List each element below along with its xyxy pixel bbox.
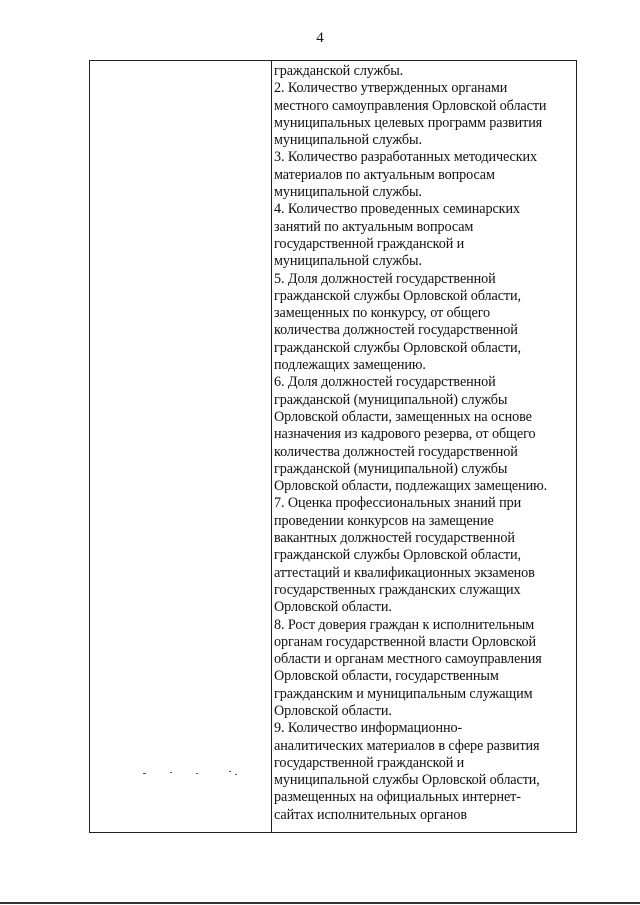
- table-text-line: назначения из кадрового резерва, от общего: [274, 426, 536, 443]
- table-text-line: вакантных должностей государственной: [274, 530, 515, 547]
- table-text-line: Орловской области, государственным: [274, 668, 499, 685]
- table-text-line: муниципальных целевых программ развития: [274, 114, 543, 131]
- table-text-line: области и органам местного самоуправления: [274, 651, 542, 668]
- page-bottom-edge: [0, 902, 640, 904]
- table-cell-left: [90, 61, 271, 832]
- table-text-line: проведении конкурсов на замещение: [274, 512, 494, 529]
- table-text-line: гражданской службы Орловской области,: [274, 547, 521, 564]
- table-text-line: местного самоуправления Орловской области: [274, 97, 547, 114]
- table-text-line: Орловской области.: [274, 599, 392, 616]
- table-text-line: муниципальной службы.: [274, 132, 422, 149]
- table-text-line: Орловской области, замещенных на основе: [274, 408, 532, 425]
- table-text-line: 2. Количество утвержденных органами: [274, 80, 508, 97]
- table-text-line: материалов по актуальным вопросам: [274, 166, 495, 183]
- table-text-line: гражданской службы Орловской области,: [274, 287, 521, 304]
- table-text-line: Орловской области, подлежащих замещению.: [274, 478, 548, 495]
- table-text-line: аналитических материалов в сфере развития: [274, 737, 540, 754]
- table-text-line: гражданским и муниципальным служащим: [274, 685, 533, 702]
- column-divider: [271, 61, 272, 832]
- table-text-line: гражданской (муниципальной) службы: [274, 391, 508, 408]
- table-text-line: муниципальной службы.: [274, 253, 422, 270]
- table-text-line: 3. Количество разработанных методических: [274, 149, 538, 166]
- table-text-line: 4. Количество проведенных семинарских: [274, 201, 520, 218]
- table-text-line: размещенных на официальных интернет-: [274, 789, 521, 806]
- table-text-line: государственной гражданской и: [274, 235, 465, 252]
- table-text-line: сайтах исполнительных органов: [274, 806, 467, 823]
- table-text-line: гражданской службы Орловской области,: [274, 339, 521, 356]
- table-text-line: 5. Доля должностей государственной: [274, 270, 496, 287]
- table-text-line: 7. Оценка профессиональных знаний при: [274, 495, 522, 512]
- table-text-line: аттестаций и квалификационных экзаменов: [274, 564, 535, 581]
- table-text-line: государственной гражданской и: [274, 754, 465, 771]
- table-text-line: количества должностей государственной: [274, 443, 518, 460]
- page-number: 4: [316, 30, 324, 46]
- table-text-line: Орловской области.: [274, 702, 392, 719]
- indicators-table: [89, 60, 577, 833]
- table-text-line: 9. Количество информационно-: [274, 720, 463, 737]
- table-text-line: замещенных по конкурсу, от общего: [274, 305, 491, 322]
- table-text-line: государственных гражданских служащих: [274, 581, 521, 598]
- table-text-line: занятий по актуальным вопросам: [274, 218, 474, 235]
- table-text-line: муниципальной службы Орловской области,: [274, 772, 540, 789]
- table-text-line: подлежащих замещению.: [274, 357, 426, 374]
- table-text-line: 6. Доля должностей государственной: [274, 374, 496, 391]
- table-text-line: гражданской службы.: [274, 63, 404, 79]
- scan-artifact: [143, 768, 243, 780]
- table-text-line: 8. Рост доверия граждан к исполнительным: [274, 616, 535, 633]
- table-cell-right: [274, 63, 576, 824]
- table-text-line: муниципальной службы.: [274, 184, 422, 201]
- table-text-line: органам государственной власти Орловской: [274, 633, 537, 650]
- table-text-line: гражданской (муниципальной) службы: [274, 460, 508, 477]
- table-text-line: количества должностей государственной: [274, 322, 518, 339]
